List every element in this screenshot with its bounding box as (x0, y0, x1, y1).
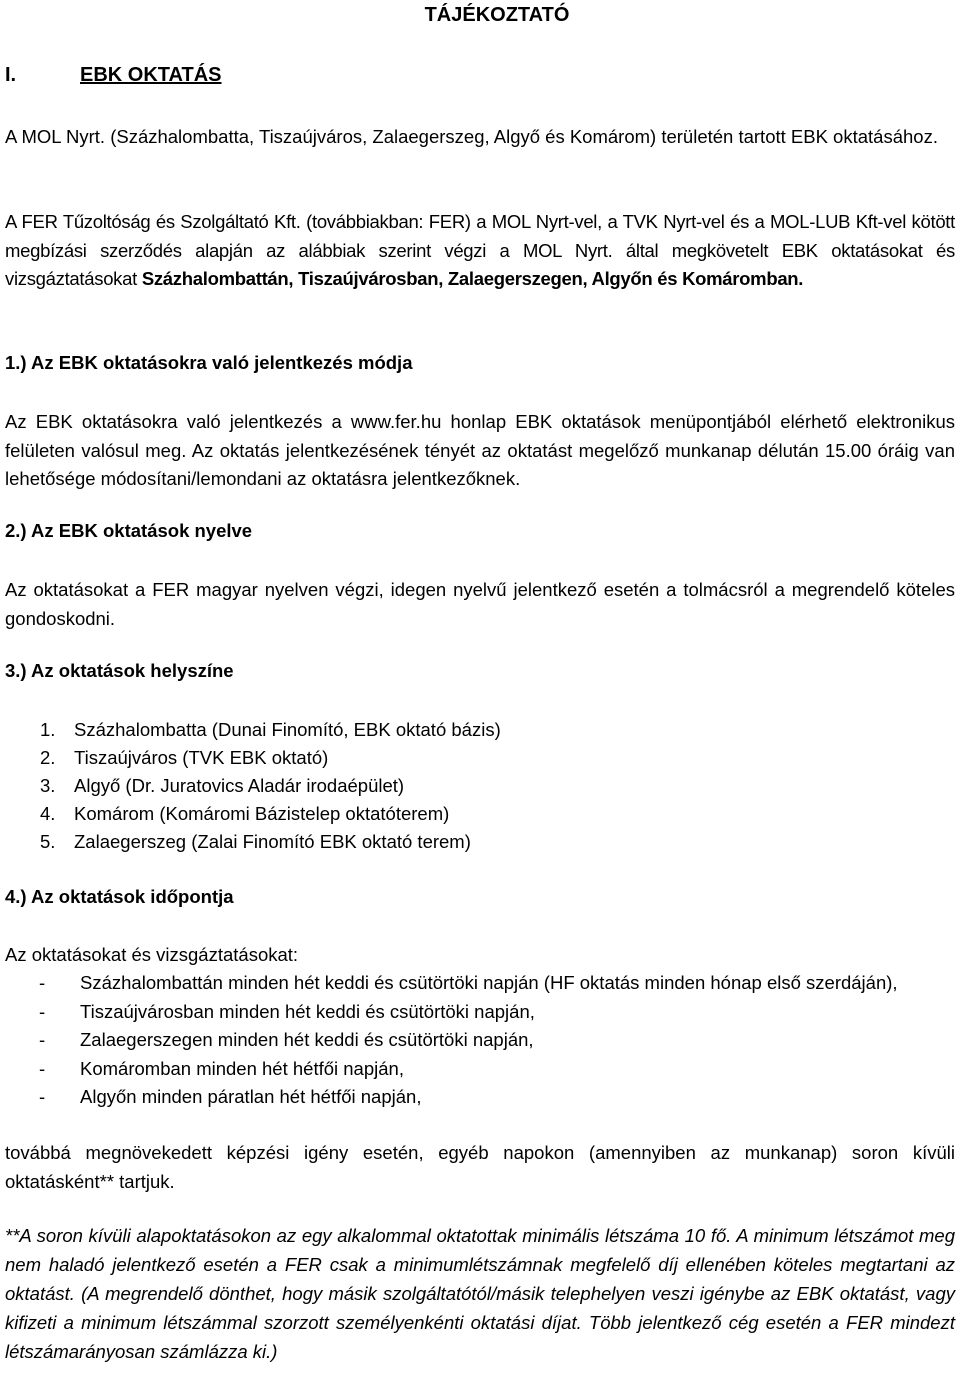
schedule-tail: továbbá megnövekedett képzési igény esetén, egyéb napokon (amennyiben az munkanap) soron kívüli oktatásként** tartjuk. (5, 1142, 955, 1192)
intro-paragraph-2-text: A FER Tűzoltóság és Szolgáltató Kft. (továbbiakban: FER) a MOL Nyrt-vel, a TVK Nyrt-vel és a MOL-LUB Kft-vel kötött megbízási szerződés alapján az alábbiak szerint végzi a MOL Nyrt. által megkövetelt EBK oktatásokat és vizsgáztatásokat (5, 211, 955, 289)
schedule-lead: Az oktatásokat és vizsgáztatásokat: (5, 944, 299, 965)
list-item: - Algyőn minden páratlan hét hétfői napján, (39, 1086, 422, 1107)
footnote: **A soron kívüli alapoktatásokon az egy alkalommal oktatottak minimális létszáma 10 fő. A minimum létszámot meg nem haladó jelentkező esetén a FER csak a minimumlétszámnak megfelelő díj ellenében köteles megtartani az oktatást. (A megrendelő dönthet, hogy másik szolgáltatótól/másik telephelyen veszi igénybe az EBK oktatást, vagy kifizeti a minimum létszámmal szorzott személyenkénti oktatási díjat. Több jelentkező cég esetén a FER mindezt létszámarányosan számlázza ki.) (5, 1225, 955, 1362)
intro-paragraph-2 (5, 208, 955, 294)
intro-paragraph-2-locations: Százhalombattán, Tiszaújvárosban, Zalaegerszegen, Algyőn és Komáromban. (141, 268, 804, 289)
section-heading (5, 64, 221, 87)
heading-registration: 1.) Az EBK oktatásokra való jelentkezés módja (5, 352, 413, 373)
list-item: - Zalaegerszegen minden hét keddi és csütörtöki napján, (39, 1029, 534, 1050)
list-item: 1. Százhalombatta (Dunai Finomító, EBK oktató bázis) (40, 719, 501, 740)
intro-paragraph-1: A MOL Nyrt. (Százhalombatta, Tiszaújváros, Zalaegerszeg, Algyő és Komárom) területén tartott EBK oktatásához. (5, 126, 938, 147)
list-item: 3. Algyő (Dr. Juratovics Aladár irodaépület) (40, 775, 405, 796)
heading-language: 2.) Az EBK oktatások nyelve (5, 520, 253, 541)
page-title: TÁJÉKOZTATÓ (424, 4, 570, 26)
schedule-list (5, 969, 955, 1112)
heading-schedule: 4.) Az oktatások időpontja (5, 886, 234, 907)
locations-list (40, 716, 501, 856)
list-item: 5. Zalaegerszeg (Zalai Finomító EBK oktató terem) (40, 831, 471, 852)
heading-locations: 3.) Az oktatások helyszíne (5, 660, 234, 681)
list-item: 4. Komárom (Komáromi Bázistelep oktatóterem) (40, 803, 450, 824)
list-item: - Komáromban minden hét hétfői napján, (39, 1057, 404, 1079)
list-item: 2. Tiszaújváros (TVK EBK oktató) (40, 747, 329, 768)
list-item: - Százhalombattán minden hét keddi és csütörtöki napján (HF oktatás minden hónap első szerdáján), (39, 972, 898, 993)
registration-paragraph: Az EBK oktatásokra való jelentkezés a www.fer.hu honlap EBK oktatások menüpontjából elérhető elektronikus felületen valósul meg. Az oktatás jelentkezésének tényét az oktatást megelőző munkanap délután 15.00 óráig van lehetősége módosítani/lemondani az oktatásra jelentkezőknek. (5, 411, 955, 489)
list-item: - Tiszaújvárosban minden hét keddi és csütörtöki napján, (39, 1000, 535, 1022)
language-paragraph: Az oktatásokat a FER magyar nyelven végzi, idegen nyelvű jelentkező esetén a tolmácsról a megrendelő köteles gondoskodni. (5, 579, 955, 629)
section-number: I. (5, 64, 17, 86)
section-label: EBK OKTATÁS (80, 64, 222, 86)
